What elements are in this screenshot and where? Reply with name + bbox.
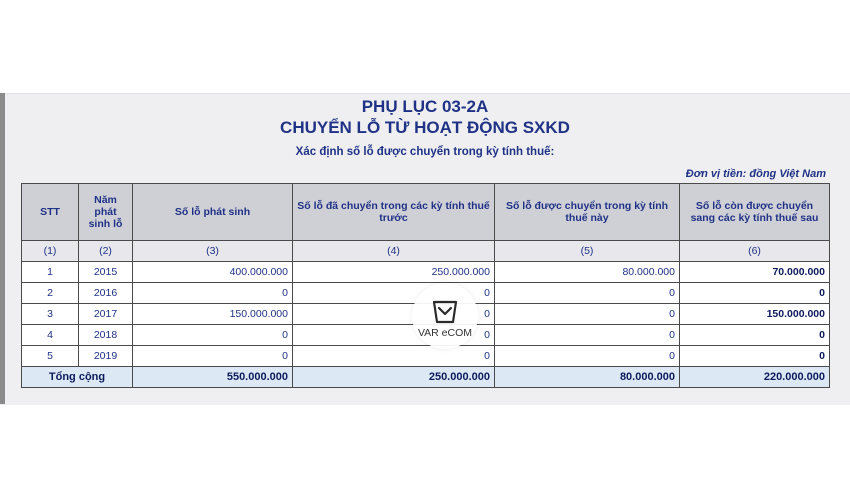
- cell-loss-remaining: 0: [680, 346, 830, 367]
- total-loss-carried-this-period: 80.000.000: [495, 367, 680, 388]
- table-index-row: [22, 241, 830, 262]
- total-row: [22, 367, 830, 388]
- total-loss-remaining: 220.000.000: [680, 367, 830, 388]
- cell-year-input[interactable]: 2016: [79, 283, 133, 304]
- cell-loss-carried-this-period-input[interactable]: 0: [495, 346, 680, 367]
- col-index: (6): [680, 241, 830, 262]
- cell-loss-incurred-input[interactable]: 0: [133, 325, 293, 346]
- col-index: (5): [495, 241, 680, 262]
- col-header-stt: STT: [22, 184, 79, 241]
- table-header-row: [22, 184, 830, 241]
- cell-year-input[interactable]: 2017: [79, 304, 133, 325]
- cell-loss-incurred-input[interactable]: 0: [133, 283, 293, 304]
- col-header-loss-year: Năm phát sinh lỗ: [79, 184, 133, 241]
- cell-loss-carried-previous-input[interactable]: 250.000.000: [293, 262, 495, 283]
- cell-loss-carried-this-period-input[interactable]: 0: [495, 304, 680, 325]
- cell-loss-carried-this-period-input[interactable]: 0: [495, 325, 680, 346]
- col-index: (1): [22, 241, 79, 262]
- appendix-title: PHỤ LỤC 03-2A: [361, 97, 489, 116]
- cell-loss-incurred-input[interactable]: 0: [133, 346, 293, 367]
- cell-year-input[interactable]: 2019: [79, 346, 133, 367]
- col-index: (2): [79, 241, 133, 262]
- cell-stt: 2: [22, 283, 79, 304]
- total-loss-incurred: 550.000.000: [133, 367, 293, 388]
- cell-stt: 4: [22, 325, 79, 346]
- col-index: (4): [293, 241, 495, 262]
- panel-left-border: [0, 93, 5, 404]
- appendix-subtitle: CHUYỂN LỖ TỪ HOẠT ĐỘNG SXKD: [280, 118, 570, 137]
- cell-loss-incurred-input[interactable]: 150.000.000: [133, 304, 293, 325]
- cell-loss-remaining: 0: [680, 283, 830, 304]
- cell-loss-carried-previous-input[interactable]: 0: [293, 346, 495, 367]
- cell-loss-carried-this-period-input[interactable]: 80.000.000: [495, 262, 680, 283]
- cell-loss-carried-previous-input[interactable]: 0: [293, 283, 495, 304]
- cell-loss-incurred-input[interactable]: 400.000.000: [133, 262, 293, 283]
- cell-stt: 5: [22, 346, 79, 367]
- cell-year-input[interactable]: 2018: [79, 325, 133, 346]
- cell-loss-remaining: 70.000.000: [680, 262, 830, 283]
- cell-loss-carried-this-period-input[interactable]: 0: [495, 283, 680, 304]
- loss-carryforward-table: [21, 183, 830, 388]
- cell-year-input[interactable]: 2015: [79, 262, 133, 283]
- total-label: Tổng cộng: [22, 367, 133, 388]
- currency-unit-note: Đơn vị tiền: đồng Việt Nam: [685, 168, 826, 180]
- watermark-text: VAR eCOM: [417, 327, 473, 339]
- col-index: (3): [133, 241, 293, 262]
- shopping-bag-icon: [429, 294, 461, 324]
- col-header-loss-remaining: Số lỗ còn được chuyển sang các kỳ tính thuế sau: [680, 184, 830, 241]
- cell-stt: 3: [22, 304, 79, 325]
- cell-stt: 1: [22, 262, 79, 283]
- col-header-loss-carried-this-period: Số lỗ được chuyển trong kỳ tính thuế này: [495, 184, 680, 241]
- cell-loss-remaining: 0: [680, 325, 830, 346]
- table-row: [22, 262, 830, 283]
- table-row: [22, 346, 830, 367]
- appendix-caption: Xác định số lỗ được chuyển trong kỳ tính thuế:: [295, 146, 555, 158]
- cell-loss-remaining: 150.000.000: [680, 304, 830, 325]
- cell-loss-carried-previous-input[interactable]: 0: [293, 304, 495, 325]
- total-loss-carried-previous: 250.000.000: [293, 367, 495, 388]
- col-header-loss-carried-previous: Số lỗ đã chuyển trong các kỳ tính thuế trước: [293, 184, 495, 241]
- watermark-badge: [412, 283, 478, 349]
- cell-loss-carried-previous-input[interactable]: 0: [293, 325, 495, 346]
- col-header-loss-incurred: Số lỗ phát sinh: [133, 184, 293, 241]
